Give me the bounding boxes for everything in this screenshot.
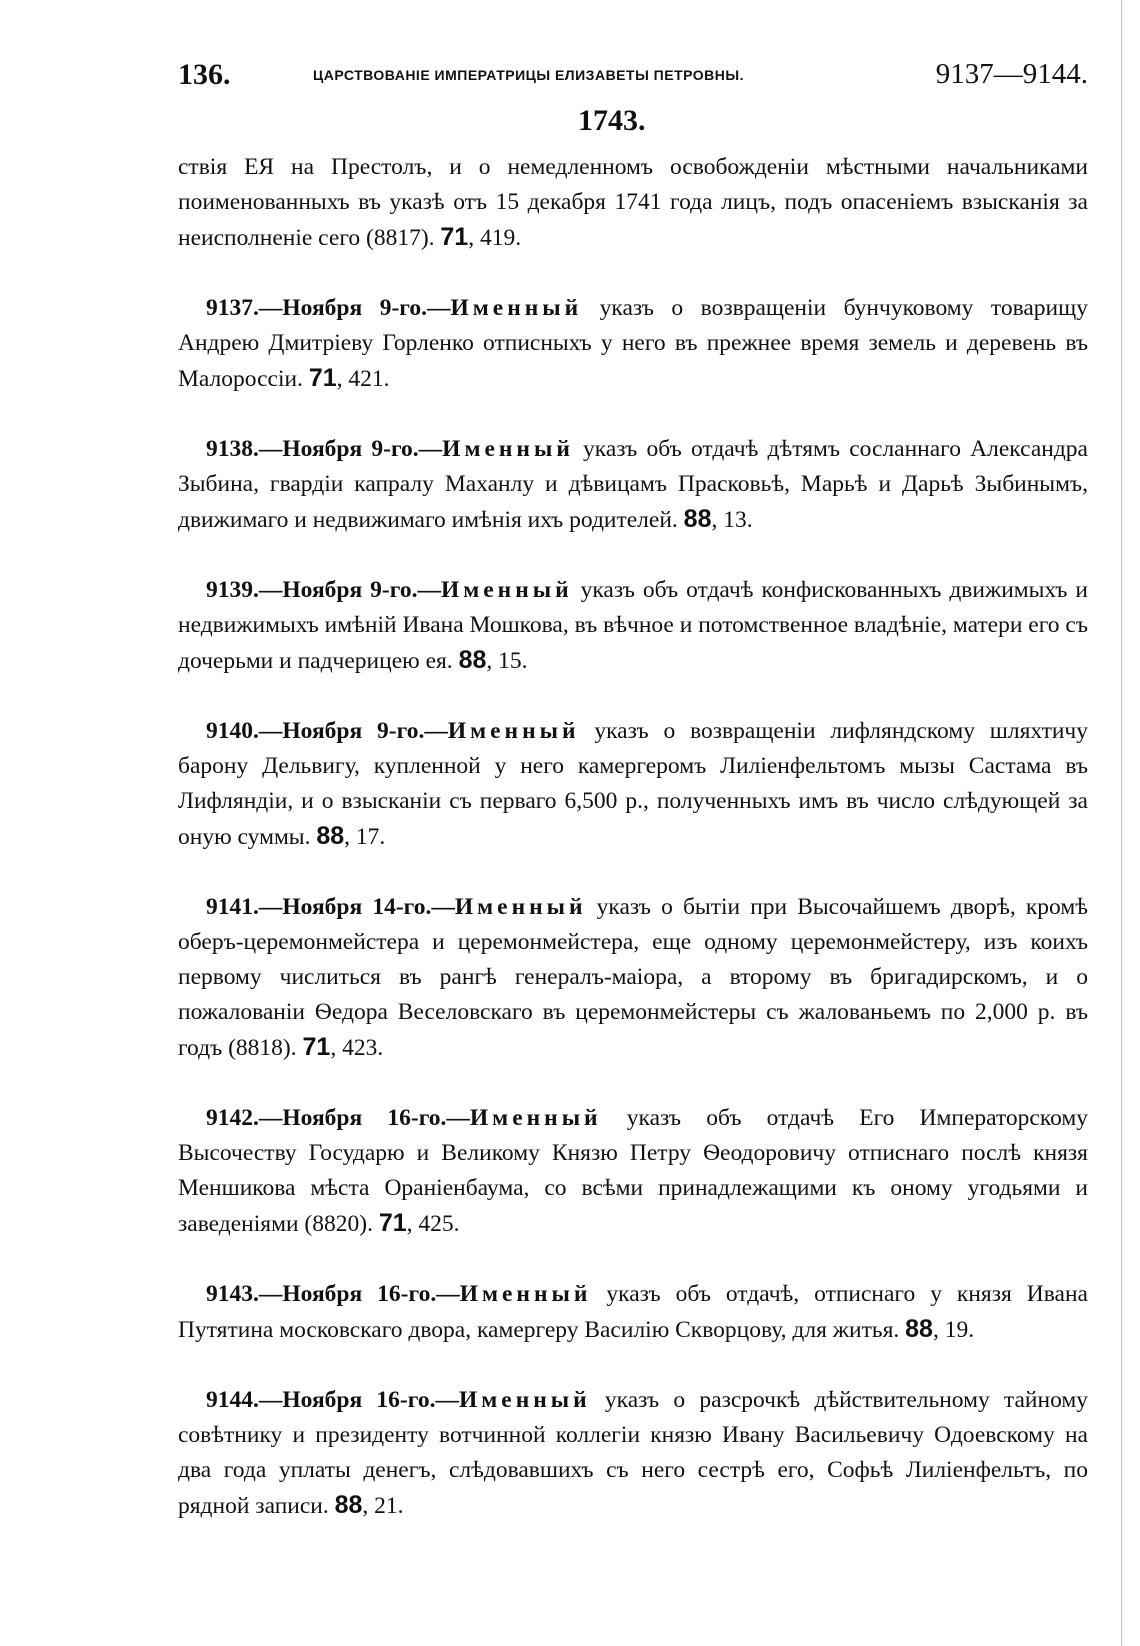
entry-kind: Именный <box>459 1281 592 1307</box>
reference-volume: 71 <box>440 223 469 251</box>
entry-text: указъ о возвращеніи лифляндскому шляхтичу барону Дельвигу, купленной у него камергеромъ Лиліенфельтомъ мызы Састама въ Лифляндіи, и о взысканіи съ перваго 6,500 р., полученныхъ имъ въ число слѣдующей за оную суммы. <box>178 718 1089 850</box>
entry-9139 <box>178 573 1088 679</box>
reference-page: , 13. <box>711 507 753 533</box>
entry-number: 9138. <box>206 436 259 462</box>
reference-volume: 88 <box>334 1491 363 1519</box>
reference-volume: 88 <box>683 505 712 533</box>
entry-number: 9141. <box>206 894 259 920</box>
entry-date: —Ноября 9-го.— <box>258 718 448 744</box>
entry-9142 <box>178 1101 1088 1242</box>
entry-text: указъ о возвращеніи бунчуковому товарищу Андрею Дмитріеву Горленко отписныхъ у него въ прежнее время земель и деревень въ Малороссіи. <box>178 295 1088 392</box>
reference-page: , 17. <box>344 824 386 850</box>
entry-range: 9137—9144. <box>935 58 1088 90</box>
entry-9141 <box>178 890 1088 1066</box>
reference-page: , 425. <box>406 1211 460 1237</box>
entry-number: 9144. <box>206 1387 259 1413</box>
reference-volume: 88 <box>316 822 345 850</box>
entry-text: указъ объ отдачѣ дѣтямъ сосланнаго Александра Зыбина, гвардіи капралу Маханлу и дѣвицамъ Прасковьѣ, Марьѣ и Дарьѣ Зыбинымъ, движимаго и недвижимаго имѣнія ихъ родителей. <box>178 436 1088 533</box>
entry-text: указъ объ отдачѣ, отписнаго у князя Ивана Путятина московскаго двора, камергеру Василію Скворцову, для житья. <box>178 1281 1088 1343</box>
entry-number: 9142. <box>206 1105 259 1131</box>
reference-page: , 423. <box>330 1035 384 1061</box>
entry-number: 9139. <box>206 577 259 603</box>
entry-9143 <box>178 1277 1088 1348</box>
entry-text: указъ о разсрочкѣ дѣйствительному тайному совѣтнику и президенту вотчинной коллегіи князю Ивану Васильевичу Одоевскому на два года уплаты денегъ, слѣдовавшихъ съ него сестрѣ его, Софьѣ Лиліенфельтъ, по рядной записи. <box>178 1387 1088 1519</box>
entry-kind: Именный <box>469 1105 602 1131</box>
entry-9138 <box>178 432 1088 538</box>
entry-kind: Именный <box>458 1387 591 1413</box>
entry-date: —Ноября 16-го.— <box>258 1105 470 1131</box>
entry-number: 9143. <box>206 1281 259 1307</box>
entry-text: указъ объ отдачѣ конфискованныхъ движимыхъ и недвижимыхъ имѣній Ивана Мошкова, въ вѣчное и потомственное владѣніе, матери его съ дочерьми и падчерицею ея. <box>178 577 1088 674</box>
entry-date: —Ноября 16-го.— <box>258 1387 459 1413</box>
entry-9140 <box>178 714 1088 855</box>
entry-text: указъ о бытіи при Высочайшемъ дворѣ, кромѣ оберъ-церемонмейстера и церемонмейстера, еще одному церемонмейстеру, изъ коихъ первому числиться въ рангѣ генералъ-маіора, а второму въ бригадирскомъ, и о пожалованіи Ѳедора Веселовскаго въ церемонмейстеры съ жалованьемъ по 2,000 р. въ годъ (8818). <box>178 894 1088 1061</box>
reference-volume: 71 <box>308 364 337 392</box>
reference-page: , 21. <box>362 1493 404 1519</box>
reference-volume: 71 <box>378 1209 407 1237</box>
running-header <box>178 58 1088 98</box>
reference-page: , 419. <box>468 225 522 251</box>
continuation-paragraph <box>178 150 1088 256</box>
year-heading: 1743. <box>578 104 646 137</box>
entry-9137 <box>178 291 1088 397</box>
reference-page: , 421. <box>336 366 390 392</box>
entry-date: —Ноября 14-го.— <box>258 894 455 920</box>
reference-volume: 71 <box>302 1033 331 1061</box>
reference-page: , 15. <box>486 648 528 674</box>
reference-volume: 88 <box>458 646 487 674</box>
page-edge-line <box>1121 0 1122 1646</box>
entry-kind: Именный <box>440 577 573 603</box>
document-body <box>178 150 1088 1559</box>
entry-text: указъ объ отдачѣ Его Императорскому Высочеству Государю и Великому Князю Петру Ѳеодоровичу отписнаго послѣ князя Меншикова мѣста Ораніенбаума, со всѣми принадлежащими къ оному угодьями и заведеніями (8820). <box>178 1105 1088 1237</box>
entry-kind: Именный <box>454 894 587 920</box>
entry-date: —Ноября 16-го.— <box>258 1281 460 1307</box>
entry-kind: Именный <box>450 295 583 321</box>
entry-date: —Ноября 9-го.— <box>258 577 441 603</box>
entry-9144 <box>178 1383 1088 1524</box>
running-title: ЦАРСТВОВАНІЕ ИМПЕРАТРИЦЫ ЕЛИЗАВЕТЫ ПЕТРОВНЫ. <box>313 67 744 83</box>
reference-page: , 19. <box>932 1317 975 1343</box>
entry-kind: Именный <box>442 436 574 462</box>
continuation-text: ствія ЕЯ на Престолъ, и о немедленномъ освобожденіи мѣстными начальниками поименованныхъ въ указѣ отъ 15 декабря 1741 года лицъ, подъ опасеніемъ взысканія за неисполненіе сего (8817). <box>178 154 1088 251</box>
entry-number: 9140. <box>206 718 259 744</box>
entry-kind: Именный <box>447 718 580 744</box>
reference-volume: 88 <box>905 1315 933 1343</box>
entry-number: 9137. <box>206 295 259 321</box>
entry-date: —Ноября 9-го.— <box>258 436 443 462</box>
entry-date: —Ноября 9-го.— <box>258 295 451 321</box>
page-number: 136. <box>178 58 231 91</box>
